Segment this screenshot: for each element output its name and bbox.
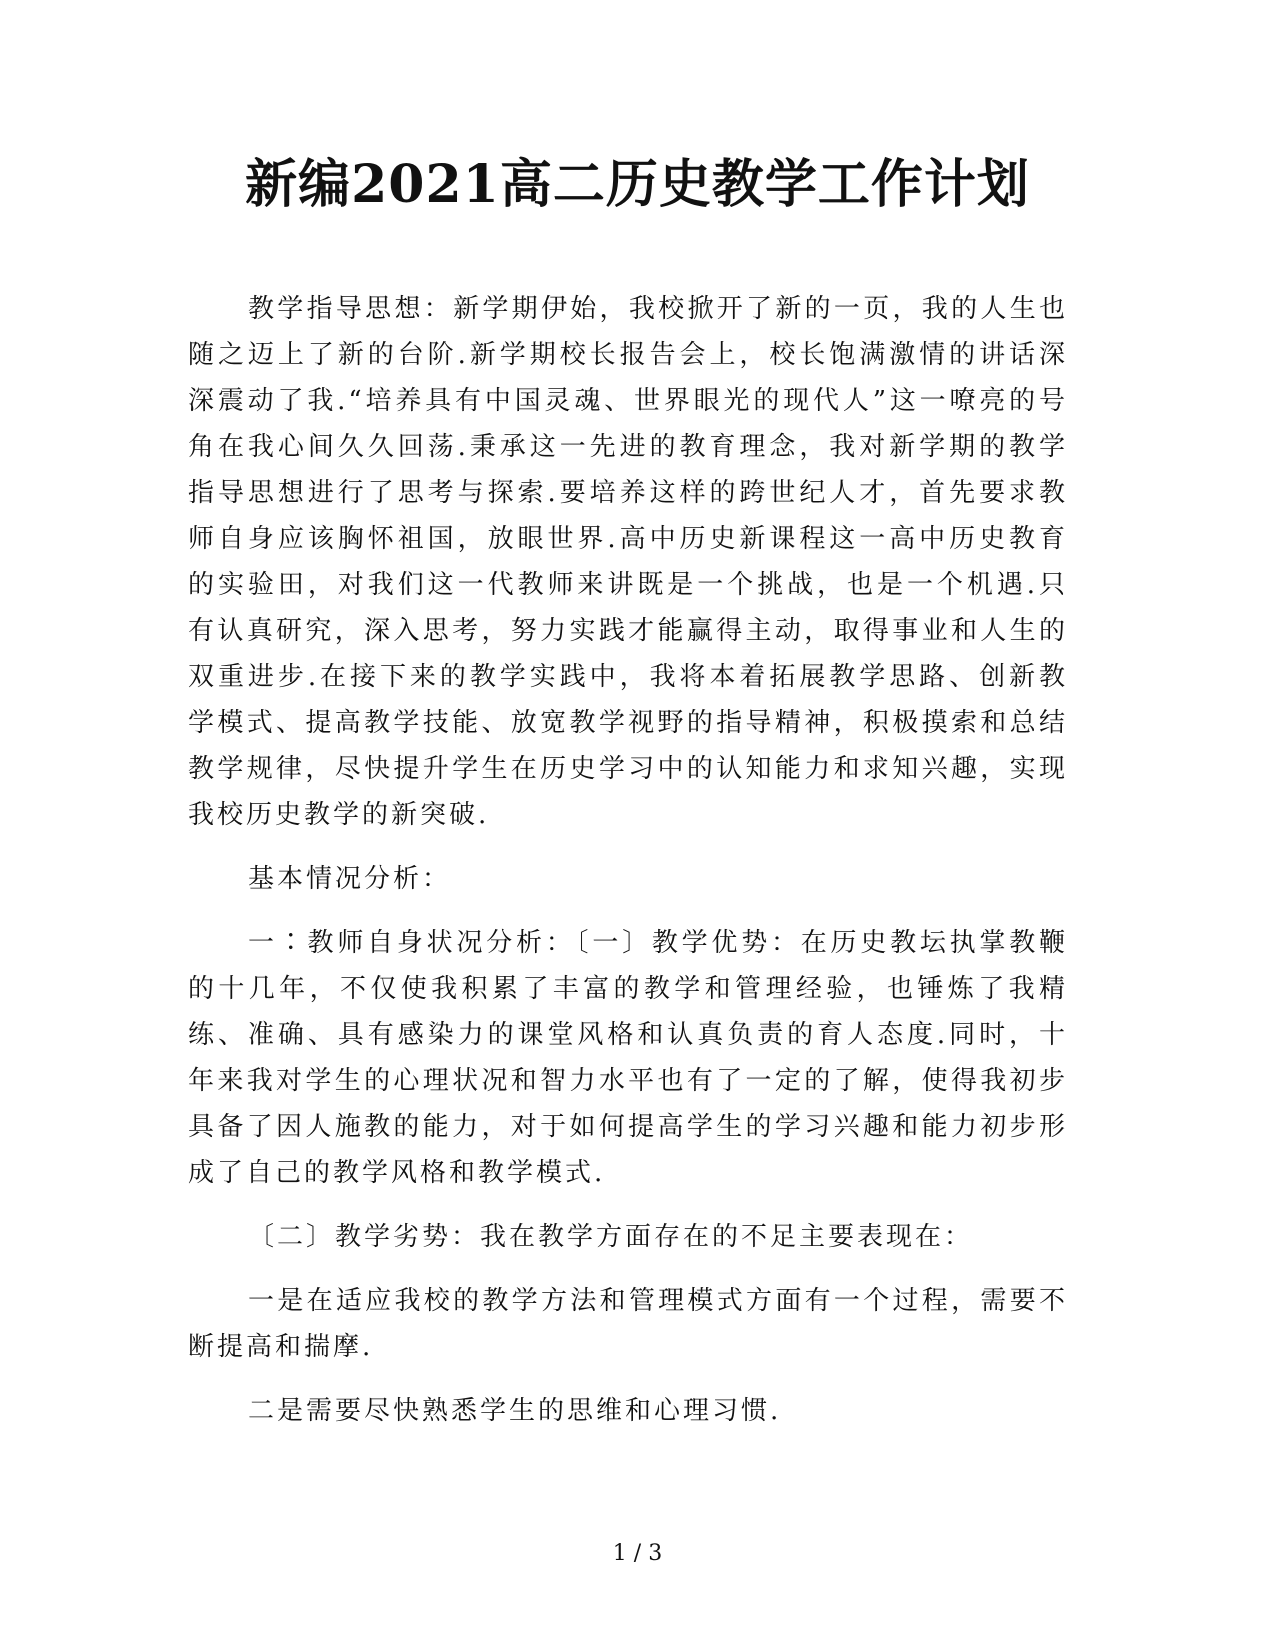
paragraph-weakness-two: 二是需要尽快熟悉学生的思维和心理习惯.	[248, 1396, 782, 1426]
paragraph-weakness-heading: 〔二〕教学劣势：我在教学方面存在的不足主要表现在：	[248, 1222, 974, 1252]
document-title: 新编2021高二历史教学工作计划	[245, 154, 1030, 215]
paragraph-weakness-one: 一是在适应我校的教学方法和管理模式方面有一个过程，需要不断提高和揣摩.	[188, 1286, 1068, 1362]
document-body	[188, 286, 1068, 1452]
paragraph-teaching-philosophy: 教学指导思想：新学期伊始，我校掀开了新的一页，我的人生也随之迈上了新的台阶.新学期校长报告会上，校长饱满激情的讲话深深震动了我.“培养具有中国灵魂、世界眼光的现代人”这一嘹亮的号角在我心间久久回荡.秉承这一先进的教育理念，我对新学期的教学指导思想进行了思考与探索.要培养这样的跨世纪人才，首先要求教师自身应该胸怀祖国，放眼世界.高中历史新课程这一高中历史教育的实验田，对我们这一代教师来讲既是一个挑战，也是一个机遇.只有认真研究，深入思考，努力实践才能赢得主动，取得事业和人生的双重进步.在接下来的教学实践中，我将本着拓展教学思路、创新教学模式、提高教学技能、放宽教学视野的指导精神，积极摸索和总结教学规律，尽快提升学生在历史学习中的认知能力和求知兴趣，实现我校历史教学的新突破.	[188, 294, 1068, 830]
paragraph-teacher-analysis: 一∶教师自身状况分析：〔一〕教学优势：在历史教坛执掌教鞭的十几年，不仅使我积累了丰富的教学和管理经验，也锤炼了我精练、准确、具有感染力的课堂风格和认真负责的育人态度.同时，十年来我对学生的心理状况和智力水平也有了一定的了解，使得我初步具备了因人施教的能力，对于如何提高学生的学习兴趣和能力初步形成了自己的教学风格和教学模式.	[188, 928, 1068, 1188]
paragraph-situation-heading: 基本情况分析：	[248, 864, 452, 894]
page-number: 1 / 3	[612, 1541, 663, 1566]
